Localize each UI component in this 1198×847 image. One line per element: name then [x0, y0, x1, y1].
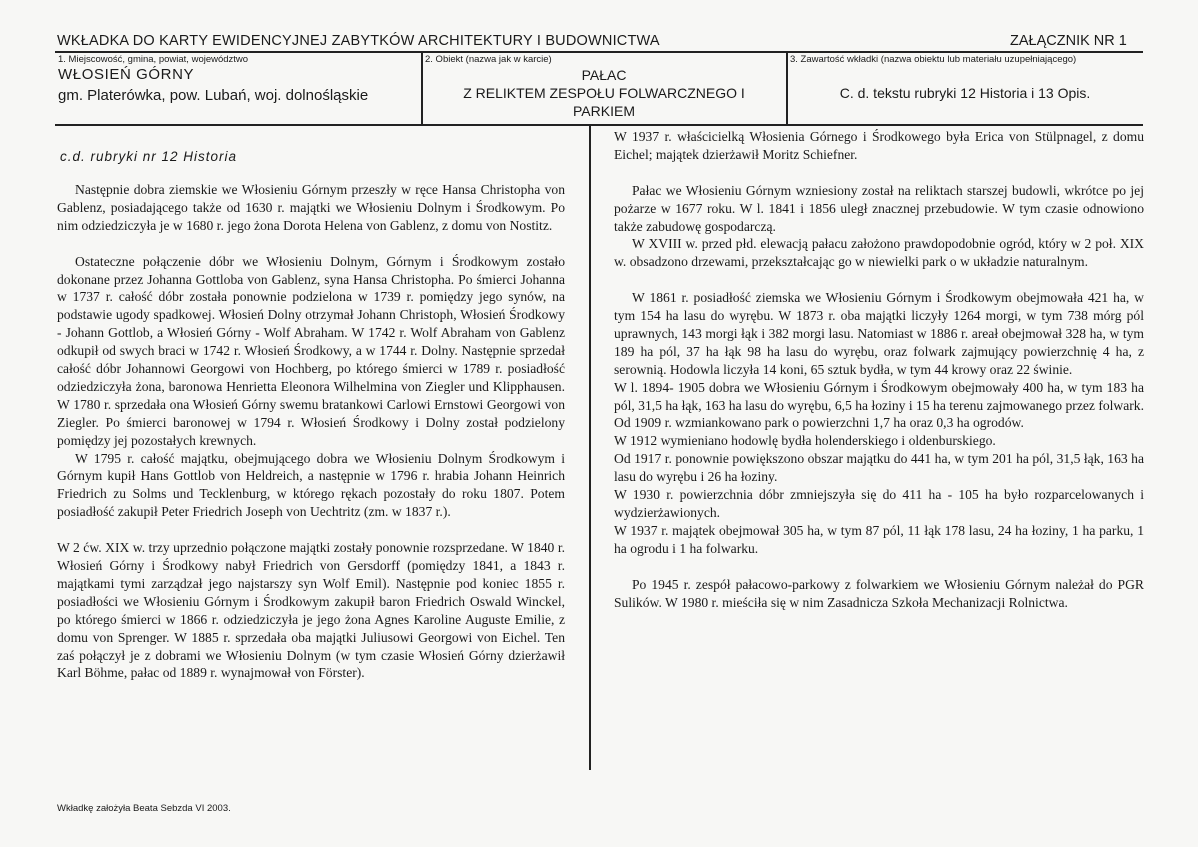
right-paragraph-10: Po 1945 r. zespół pałacowo-parkowy z folwarkiem we Włosieniu Górnym należał do PGR Sulików. W 1980 r. mieściła się w nim Zasadnicza Szkoła Mechanizacji Rolnictwa.	[614, 576, 1144, 610]
right-paragraph-2: Pałac we Włosieniu Górnym wzniesiony został na reliktach starszej budowli, wkrótce po jej pożarze w 1677 roku. W l. 1841 i 1856 uległ znacznej przebudowie. W tym czasie odnowiono także zabudowę gospodarczą.	[614, 182, 1144, 234]
object-line-3: PARKIEM	[573, 103, 635, 119]
right-paragraph-6: W 1912 wymieniano hodowlę bydła holenderskiego i oldenburskiego.	[614, 433, 996, 449]
place-name: WŁOSIEŃ GÓRNY	[58, 66, 195, 83]
left-paragraph-1: Następnie dobra ziemskie we Włosieniu Górnym przeszły w ręce Hansa Christopha von Gablenz, posiadającego także od 1630 r. majątki we Włosieniu Dolnym i Środkowym. Po nim odziedziczyła je w 1680 r. jego żona Dorota Helena von Gablenz, z domu von Nostitz.	[57, 182, 565, 233]
right-paragraph-5: W l. 1894- 1905 dobra we Włosieniu Górnym i Środkowym obejmowały 400 ha, w tym 183 ha pól, 31,5 ha łąk, 163 ha lasu do wyrębu, 6,5 ha łoziny i 15 ha terenu zajmowanego przez folwark. Od 1909 r. wzmiankowano park o powierzchni 1,7 ha oraz 0,3 ha ogrodów.	[614, 379, 1144, 431]
place-label: 1. Miejscowość, gmina, powiat, województwo	[58, 54, 249, 65]
annex-label: ZAŁĄCZNIK NR 1	[1010, 33, 1127, 49]
document-title: WKŁADKA DO KARTY EWIDENCYJNEJ ZABYTKÓW ARCHITEKTURY I BUDOWNICTWA	[57, 33, 660, 49]
object-line-2: Z RELIKTEM ZESPOŁU FOLWARCZNEGO I	[463, 85, 745, 101]
right-column	[614, 128, 1144, 611]
left-paragraph-2: Ostateczne połączenie dóbr we Włosieniu Dolnym, Górnym i Środkowym zostało dokonane przez Johanna Gottloba von Gablenz, syna Hansa Christopha. Po śmierci Johanna w 1737 r. całość dóbr została ponownie podzielona w 1739 r. pomiędzy jego synów, na podstawie ugody spadkowej. Włosień Dolny otrzymał Johann Christoph, Włosień Środkowy - Johann Gottlob, a Włosień Górny - Wolf Abraham. W 1742 r. Wolf Abraham von Gablenz odkupił od swych braci w 1742 r. Włosień Środkowy, a w 1744 r. Dolny. Następnie sprzedał całość dóbr Johannowi Georgowi von Hochberg, po którego śmierci w 1789 r. posiadłość odziedziczyła żona, baronowa Henrietta Eleonora Wilhelmina von Ziegler und Klipphausen. W 1780 r. sprzedała ona Włosień Górny swemu bratankowi Carlowi Ernstowi Georgowi von Ziegler. Po śmierci baronowej w 1794 r. Włosień Środkowy i Dolny został podzielony pomiędzy jej pozostałych krewnych.	[57, 253, 565, 448]
right-paragraph-8: W 1930 r. powierzchnia dóbr zmniejszyła się do 411 ha - 105 ha było rozparcelowanych i wydzierżawionych.	[614, 487, 1144, 520]
header-rule-bottom	[55, 124, 1143, 126]
section-title: c.d. rubryki nr 12 Historia	[60, 149, 238, 164]
left-paragraph-4: W 2 ćw. XIX w. trzy uprzednio połączone majątki zostały ponownie rozsprzedane. W 1840 r. Włosień Górny i Środkowy nabył Friedrich von Gersdorff (pomiędzy 1841, a 1843 r. majątkami tymi zarządzał jego najstarszy syn Wolf Emil). Następnie pod koniec 1855 r. posiadłości we Włosieniu Górnym i Środkowym zakupił baron Friedrich Oswald Winckel, po którego śmierci w 1866 r. odziedziczyła je jego żona Agnes Karoline Auguste Emilie, z domu von Sprenger. W 1885 r. sprzedała oba majątki Juliusowi Georgowi von Eichel. Ten zaś połączył je z dobrami we Włosieniu Dolnym (w tym czasie Włosień Górny dzierżawił Karl Böhme, pałac od 1889 r. wynajmował von Förster).	[57, 540, 565, 681]
right-paragraph-7: Od 1917 r. ponownie powiększono obszar majątku do 441 ha, w tym 201 ha pól, 31,5 łąk, 163 ha lasu do wyrębu i 26 ha łoziny.	[614, 451, 1144, 485]
object-line-1: PAŁAC	[581, 67, 627, 83]
object-label: 2. Obiekt (nazwa jak w karcie)	[425, 54, 552, 65]
left-paragraph-3: W 1795 r. całość majątku, obejmującego dobra we Włosieniu Dolnym Środkowym i Górnym kupił Hans Gottlob von Heldreich, a następnie w 1796 r. hrabia Johann Heinrich Friedrich zu Solms und Tecklenburg, w którego rękach pozostały do roku 1807. Potem posiadłość zakupił Peter Friedrich Joseph von Uechtritz (zm. w 1837 r.).	[57, 450, 565, 520]
content-label: 3. Zawartość wkładki (nazwa obiektu lub materiału uzupełniającego)	[790, 54, 1077, 65]
footer-note: Wkładkę założyła Beata Sebzda VI 2003.	[57, 803, 231, 814]
content-value: C. d. tekstu rubryki 12 Historia i 13 Opis.	[839, 85, 1091, 101]
right-paragraph-1: W 1937 r. właścicielką Włosienia Górnego i Środkowego była Erica von Stülpnagel, z domu Eichel; majątek dzierżawił Moritz Schiefner.	[614, 129, 1144, 162]
right-paragraph-9: W 1937 r. majątek obejmował 305 ha, w tym 87 pól, 11 łąk 178 lasu, 24 ha łoziny, 1 ha parku, 1 ha ogrodu i 1 ha folwarku.	[614, 522, 1144, 556]
left-column	[57, 181, 565, 682]
header-rule-top	[55, 51, 1143, 53]
column-divider	[589, 125, 591, 770]
right-paragraph-3: W XVIII w. przed płd. elewacją pałacu założono prawdopodobnie ogród, który w 2 poł. XIX w. obsadzono drzewami, przekształcając go w niewielki park o w układzie naturalnym.	[614, 236, 1144, 270]
place-admin: gm. Platerówka, pow. Lubań, woj. dolnośląskie	[58, 87, 369, 104]
right-paragraph-4: W 1861 r. posiadłość ziemska we Włosieniu Górnym i Środkowym obejmowała 421 ha, w tym 154 ha lasu do wyrębu. W 1873 r. oba majątki liczyły 1264 morgi, w tym 738 mórg pól uprawnych, 143 morgi łąk i 382 morgi lasu. Natomiast w 1886 r. areał obejmował 328 ha, w tym 189 ha pól, 37 ha łąk 98 ha lasu do wyrębu, oraz folwark zajmujący powierzchnię 4 ha, z serownią. Hodowla liczyła 14 koni, 65 sztuk bydła, w tym 44 krowy oraz 22 świnie.	[614, 290, 1144, 377]
